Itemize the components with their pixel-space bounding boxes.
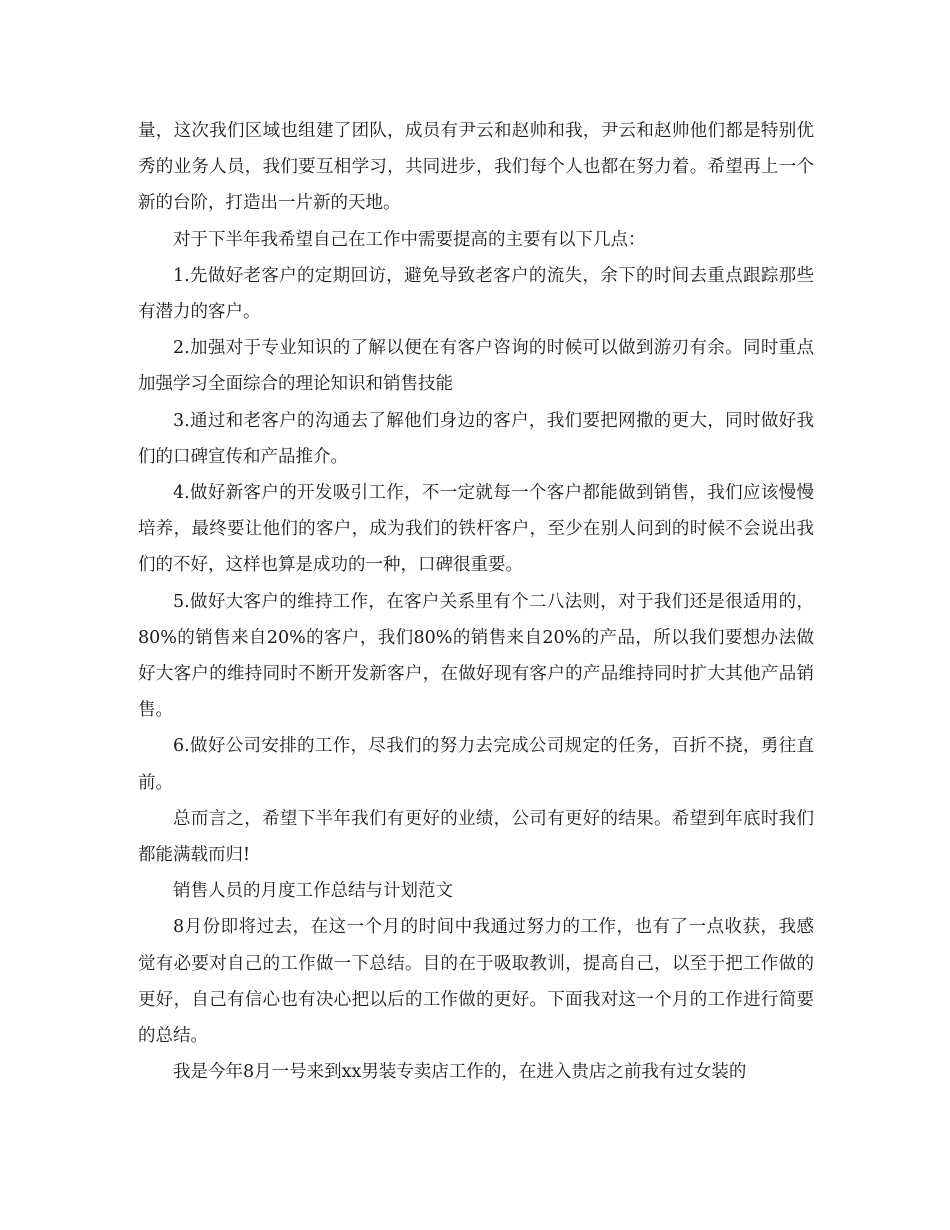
list-item-2: 2.加强对于专业知识的了解以便在有客户咨询的时候可以做到游刃有余。同时重点加强学习全面综合的理论知识和销售技能 [138,338,814,395]
paragraph-improvement-intro: 对于下半年我希望自己在工作中需要提高的主要有以下几点： [173,229,646,250]
document-body [138,113,814,1090]
paragraph-month-summary: 8月份即将过去，在这一个月的时间中我通过努力的工作，也有了一点收获，我感觉有必要对自己的工作做一下总结。目的在于吸取教训，提高自己，以至于把工作做的更好，自己有信心也有决心把以后的工作做的更好。下面我对这一个月的工作进行简要的总结。 [138,917,814,1047]
list-item-5: 5.做好大客户的维持工作，在客户关系里有个二八法则，对于我们还是很适用的，80%的销售来自20%的客户，我们80%的销售来自20%的产品，所以我们要想办法做好大客户的维持同时不断开发新客户，在做好现有客户的产品维持同时扩大其他产品销售。 [138,591,814,721]
paragraph-team-intro: 量，这次我们区域也组建了团队，成员有尹云和赵帅和我，尹云和赵帅他们都是特别优秀的业务人员，我们要互相学习，共同进步，我们每个人也都在努力着。希望再上一个新的台阶，打造出一片新的天地。 [138,121,814,214]
list-item-1: 1.先做好老客户的定期回访，避免导致老客户的流失，余下的时间去重点跟踪那些有潜力的客户。 [138,265,814,323]
paragraph-employment: 我是今年8月一号来到xx男装专卖店工作的，在进入贵店之前我有过女装的 [173,1062,747,1083]
list-item-3: 3.通过和老客户的沟通去了解他们身边的客户，我们要把网撒的更大，同时做好我们的口碑宣传和产品推介。 [138,410,814,467]
section-title: 销售人员的月度工作总结与计划范文 [173,881,453,902]
paragraph-conclusion: 总而言之，希望下半年我们有更好的业绩，公司有更好的结果。希望到年底时我们都能满载而归! [138,808,814,866]
list-item-6: 6.做好公司安排的工作，尽我们的努力去完成公司规定的任务，百折不挠，勇往直前。 [138,736,814,793]
list-item-4: 4.做好新客户的开发吸引工作，不一定就每一个客户都能做到销售，我们应该慢慢培养，最终要让他们的客户，成为我们的铁杆客户，至少在别人问到的时候不会说出我们的不好，这样也算是成功的一种，口碑很重要。 [138,483,814,576]
